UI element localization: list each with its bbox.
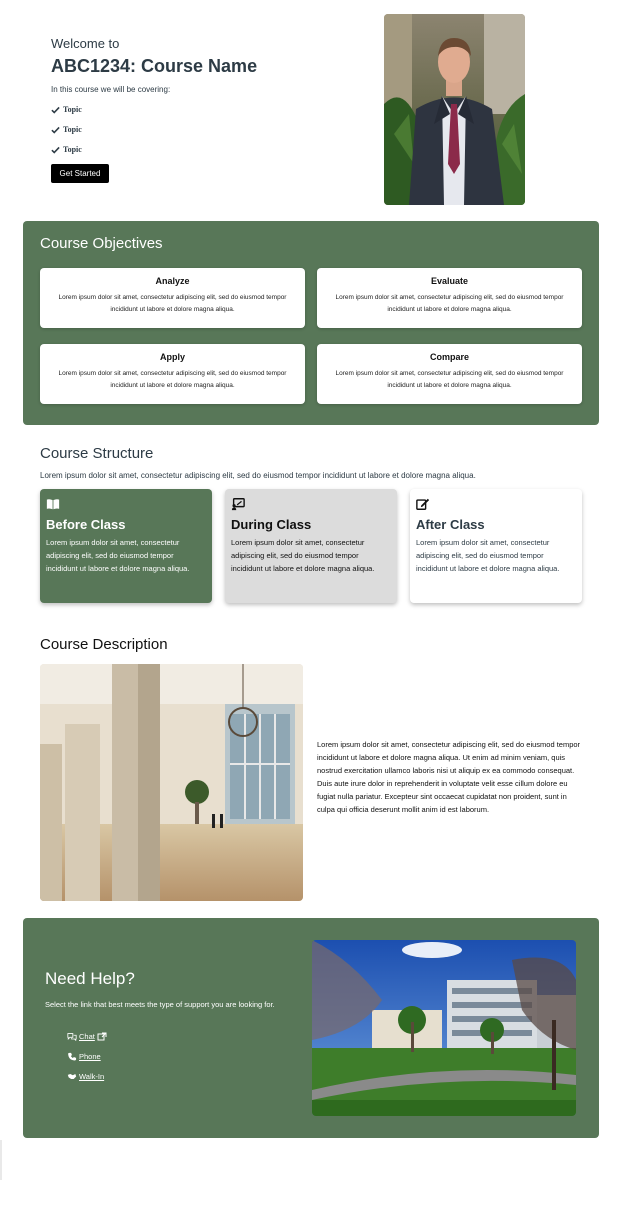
check-icon	[51, 146, 60, 154]
external-link-icon[interactable]	[97, 1032, 107, 1041]
walk-in-link[interactable]: Walk-In	[79, 1072, 105, 1081]
structure-card-text: Lorem ipsum dolor sit amet, consectetur adipiscing elit, sed do eiusmod tempor incididunt ut labore et dolore magna aliqua.	[46, 538, 190, 573]
get-started-button[interactable]: Get Started	[51, 164, 109, 183]
topic-item	[51, 105, 82, 114]
check-icon	[51, 106, 60, 114]
objective-text: Lorem ipsum dolor sit amet, consectetur adipiscing elit, sed do eiusmod tempor incididunt ut labore et dolore magna aliqua.	[335, 294, 564, 313]
campus-photo	[312, 940, 576, 1116]
presentation-icon	[231, 497, 245, 511]
building-interior-photo	[40, 664, 303, 901]
objective-text: Lorem ipsum dolor sit amet, consectetur adipiscing elit, sed do eiusmod tempor incididunt ut labore et dolore magna aliqua.	[58, 370, 287, 389]
edit-icon	[416, 497, 430, 511]
page-edge-divider	[0, 1140, 2, 1180]
structure-card-text: Lorem ipsum dolor sit amet, consectetur adipiscing elit, sed do eiusmod tempor incididunt ut labore et dolore magna aliqua.	[231, 538, 375, 573]
chat-icon	[67, 1032, 77, 1041]
structure-card-text: Lorem ipsum dolor sit amet, consectetur adipiscing elit, sed do eiusmod tempor incididunt ut labore et dolore magna aliqua.	[416, 538, 560, 573]
objective-title: Apply	[159, 352, 185, 362]
objective-card-evaluate	[317, 268, 582, 328]
structure-card-title: During Class	[231, 517, 312, 532]
structure-card-title: After Class	[416, 517, 485, 532]
handshake-icon	[67, 1072, 77, 1081]
structure-card-during-class	[225, 489, 397, 603]
objective-title: Evaluate	[430, 276, 469, 286]
structure-title: Course Structure	[40, 445, 154, 462]
objective-card-apply	[40, 344, 305, 404]
course-title: ABC1234: Course Name	[51, 56, 258, 76]
topic-label: Topic	[63, 105, 82, 114]
phone-link[interactable]: Phone	[79, 1052, 101, 1061]
topic-label: Topic	[63, 125, 82, 134]
help-title: Need Help?	[45, 969, 135, 988]
welcome-text: Welcome to	[51, 36, 120, 51]
description-text: Lorem ipsum dolor sit amet, consectetur adipiscing elit, sed do eiusmod tempor incididunt ut labore et dolore magna aliqua. Ut enim ad minim veniam, quis nostrud exercitation ullamco laboris nisi ut aliquip ex ea commodo consequat. Duis aute irure dolor in reprehenderit in voluptate velit esse cillum dolore eu fugiat nulla pariatur. Excepteur sint occaecat cupidatat non proident, sunt in culpa qui officia deserunt mollit anim id est laborum.	[317, 740, 581, 814]
help-link-walk-in	[67, 1072, 104, 1081]
objective-title: Compare	[429, 352, 469, 362]
structure-card-title: Before Class	[46, 517, 126, 532]
help-link-phone	[67, 1052, 101, 1061]
structure-intro: Lorem ipsum dolor sit amet, consectetur adipiscing elit, sed do eiusmod tempor incididunt ut labore et dolore magna aliqua.	[40, 471, 476, 480]
objective-text: Lorem ipsum dolor sit amet, consectetur adipiscing elit, sed do eiusmod tempor incididunt ut labore et dolore magna aliqua.	[335, 370, 564, 389]
objective-card-analyze	[40, 268, 305, 328]
objective-card-compare	[317, 344, 582, 404]
book-open-icon	[46, 497, 60, 511]
description-title: Course Description	[40, 636, 168, 653]
phone-icon	[67, 1052, 77, 1061]
topic-item	[51, 145, 82, 154]
objectives-title: Course Objectives	[40, 235, 163, 252]
topic-item	[51, 125, 82, 134]
intro-text: In this course we will be covering:	[51, 85, 171, 94]
help-text: Select the link that best meets the type of support you are looking for.	[45, 1000, 275, 1009]
objective-text: Lorem ipsum dolor sit amet, consectetur adipiscing elit, sed do eiusmod tempor incididunt ut labore et dolore magna aliqua.	[58, 294, 287, 313]
check-icon	[51, 126, 60, 134]
structure-card-after-class	[410, 489, 582, 603]
topic-label: Topic	[63, 145, 82, 154]
objective-title: Analyze	[155, 276, 190, 286]
help-link-chat	[67, 1032, 107, 1041]
structure-card-before-class	[40, 489, 212, 603]
chat-link[interactable]: Chat	[79, 1032, 95, 1041]
instructor-photo	[384, 14, 525, 205]
